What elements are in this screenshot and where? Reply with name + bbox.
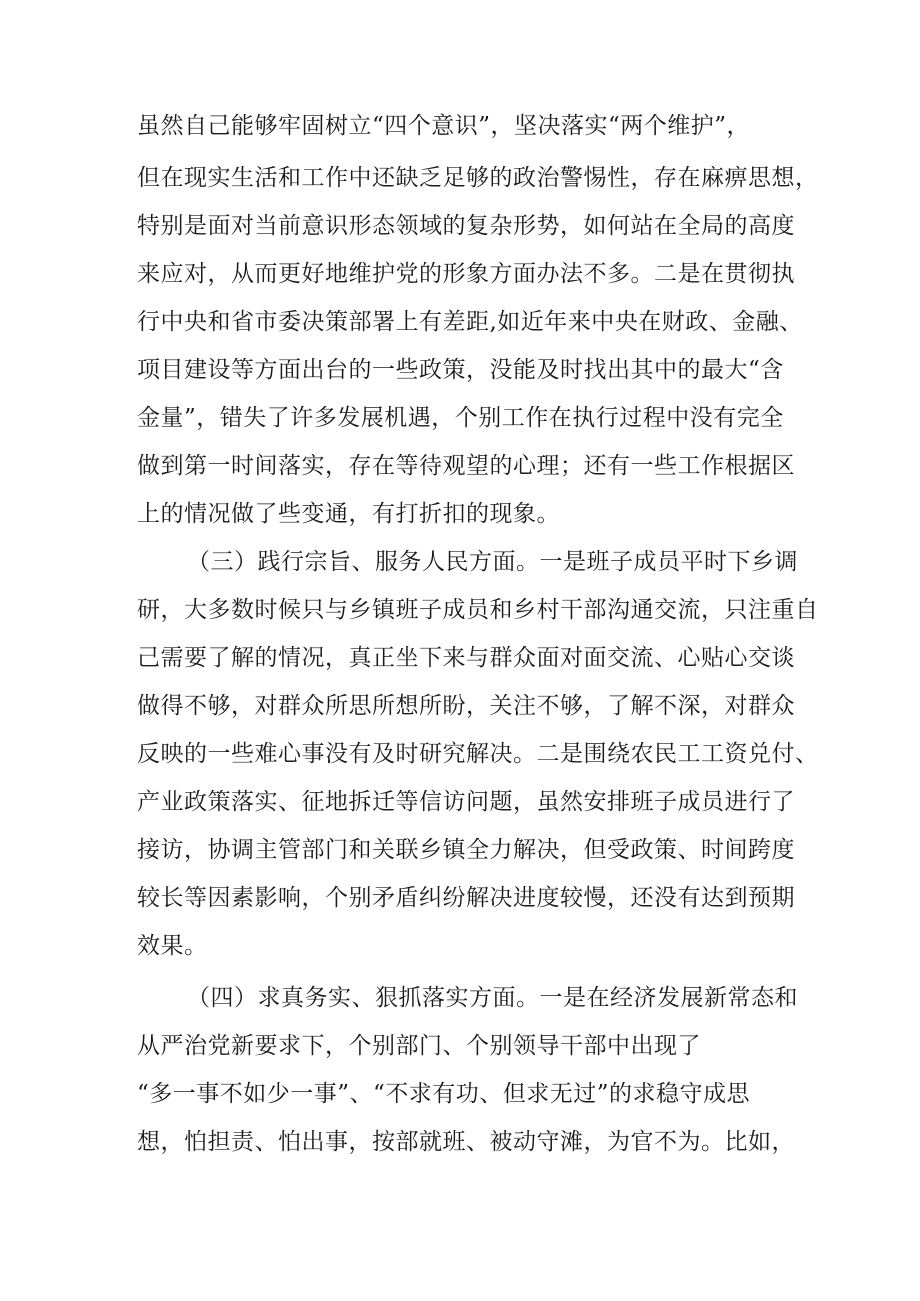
text-line: 做到第一时间落实，存在等待观望的心理；还有一些工作根据区 bbox=[137, 453, 795, 479]
text-line: 研，大多数时候只与乡镇班子成员和乡村干部沟通交流，只注重自 bbox=[137, 597, 819, 623]
text-line: 项目建设等方面出台的一些政策，没能及时找出其中的最大“含 bbox=[137, 357, 784, 383]
section-heading-3: （三）践行宗旨、服务人民方面。一是班子成员平时下乡调 bbox=[187, 549, 798, 575]
text-line: 想，怕担责、怕出事，按部就班、被动守滩，为官不为。比如， bbox=[137, 1129, 795, 1155]
text-line: 较长等因素影响，个别矛盾纠纷解决进度较慢，还没有达到预期 bbox=[137, 885, 795, 911]
text-line: 接访，协调主管部门和关联乡镇全力解决，但受政策、时间跨度 bbox=[137, 837, 795, 863]
text-line: 虽然自己能够牢固树立“四个意识”，坚决落实“两个维护”， bbox=[137, 113, 751, 139]
text-line: 做得不够，对群众所思所想所盼，关注不够，了解不深，对群众 bbox=[137, 693, 795, 719]
text-line: 行中央和省市委决策部署上有差距,如近年来中央在财政、金融、 bbox=[137, 309, 803, 335]
text-line: 金量”，错失了许多发展机遇，个别工作在执行过程中没有完全 bbox=[137, 405, 784, 431]
text-line: 反映的一些难心事没有及时研究解决。二是围绕农民工工资兑付、 bbox=[137, 741, 819, 767]
text-line: 特别是面对当前意识形态领域的复杂形势，如何站在全局的高度 bbox=[137, 213, 795, 239]
text-line: 产业政策落实、征地拆迁等信访问题，虽然安排班子成员进行了 bbox=[137, 789, 795, 815]
text-line: 上的情况做了些变通，有打折扣的现象。 bbox=[137, 501, 560, 527]
text-line: “多一事不如少一事”、“不求有功、但求无过”的求稳守成思 bbox=[137, 1081, 751, 1107]
text-line: 但在现实生活和工作中还缺乏足够的政治警惕性，存在麻痹思想， bbox=[137, 165, 819, 191]
text-line: 来应对，从而更好地维护党的形象方面办法不多。二是在贯彻执 bbox=[137, 261, 795, 287]
text-line: 从严治党新要求下，个别部门、个别领导干部中出现了 bbox=[137, 1033, 701, 1059]
text-line: 效果。 bbox=[137, 933, 208, 959]
section-heading-4: （四）求真务实、狠抓落实方面。一是在经济发展新常态和 bbox=[187, 985, 798, 1011]
text-line: 己需要了解的情况，真正坐下来与群众面对面交流、心贴心交谈 bbox=[137, 645, 795, 671]
